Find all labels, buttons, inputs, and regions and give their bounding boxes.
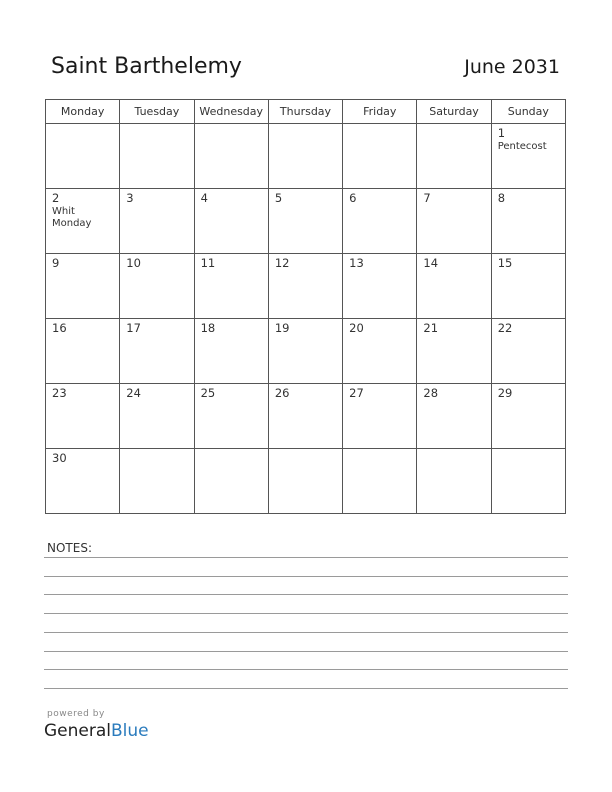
- day-number: 24: [126, 386, 141, 400]
- day-cell[interactable]: [491, 189, 565, 254]
- day-cell[interactable]: [343, 449, 417, 514]
- day-cell[interactable]: [46, 189, 120, 254]
- day-number: 16: [52, 321, 67, 335]
- page-title: Saint Barthelemy: [51, 54, 242, 79]
- week-row: [46, 449, 566, 514]
- day-number: 20: [349, 321, 364, 335]
- day-cell[interactable]: [417, 189, 491, 254]
- day-cell[interactable]: [194, 189, 268, 254]
- day-cell[interactable]: [491, 384, 565, 449]
- day-number: [195, 449, 268, 452]
- note-line: [44, 669, 568, 670]
- day-number: 30: [52, 451, 67, 465]
- weekday-tuesday: Tuesday: [120, 100, 194, 124]
- day-cell[interactable]: [46, 384, 120, 449]
- day-number: [417, 124, 490, 127]
- day-cell[interactable]: [120, 319, 194, 384]
- weekday-sunday: Sunday: [491, 100, 565, 124]
- day-number: 19: [274, 321, 290, 335]
- day-cell[interactable]: [194, 449, 268, 514]
- day-number: 23: [52, 386, 67, 400]
- day-cell[interactable]: [120, 449, 194, 514]
- day-cell[interactable]: [120, 124, 194, 189]
- brand-logo[interactable]: [44, 721, 149, 741]
- day-cell[interactable]: [491, 319, 565, 384]
- day-number: 18: [200, 321, 216, 335]
- day-number: [343, 449, 416, 452]
- day-cell[interactable]: [268, 189, 342, 254]
- day-cell[interactable]: [343, 124, 417, 189]
- week-row: [46, 189, 566, 254]
- day-number: 4: [200, 191, 208, 205]
- weekday-thursday: Thursday: [268, 100, 342, 124]
- day-number: 14: [423, 256, 439, 270]
- notes-label: NOTES:: [47, 541, 92, 555]
- day-cell[interactable]: [343, 189, 417, 254]
- week-row: [46, 384, 566, 449]
- weekday-monday: Monday: [46, 100, 120, 124]
- day-number: [120, 124, 193, 127]
- day-cell[interactable]: [194, 384, 268, 449]
- note-line: [44, 594, 568, 595]
- day-number: 26: [274, 386, 290, 400]
- weekday-friday: Friday: [343, 100, 417, 124]
- day-number: 10: [126, 256, 141, 270]
- day-cell[interactable]: [194, 124, 268, 189]
- note-line: [44, 557, 568, 558]
- day-number: [492, 449, 565, 452]
- day-cell[interactable]: [343, 319, 417, 384]
- day-cell[interactable]: [417, 384, 491, 449]
- day-cell[interactable]: [120, 189, 194, 254]
- day-number: 6: [349, 191, 357, 205]
- day-number: 17: [126, 321, 141, 335]
- day-cell[interactable]: [491, 254, 565, 319]
- day-cell[interactable]: [268, 254, 342, 319]
- day-cell[interactable]: [268, 319, 342, 384]
- month-label: June 2031: [464, 56, 560, 78]
- day-cell[interactable]: [268, 124, 342, 189]
- note-line: [44, 613, 568, 614]
- week-row: [46, 254, 566, 319]
- calendar-grid: [45, 99, 566, 514]
- day-number: 9: [52, 256, 60, 270]
- brand-part-general: General: [44, 721, 111, 741]
- weekday-wednesday: Wednesday: [194, 100, 268, 124]
- day-number: 7: [423, 191, 431, 205]
- day-number: [46, 124, 119, 127]
- day-cell[interactable]: [268, 384, 342, 449]
- day-number: [195, 124, 268, 127]
- day-number: 29: [497, 386, 513, 400]
- day-number: 2: [52, 191, 60, 205]
- day-number: [417, 449, 490, 452]
- day-number: 3: [126, 191, 134, 205]
- day-cell[interactable]: [120, 254, 194, 319]
- day-number: 11: [200, 256, 216, 270]
- day-number: [120, 449, 193, 452]
- day-cell[interactable]: [120, 384, 194, 449]
- day-cell[interactable]: [491, 449, 565, 514]
- day-number: 1: [497, 126, 506, 140]
- note-line: [44, 576, 568, 577]
- day-cell[interactable]: [417, 254, 491, 319]
- day-number: 12: [274, 256, 290, 270]
- note-line: [44, 688, 568, 689]
- calendar-body: [46, 124, 566, 514]
- day-cell[interactable]: [46, 449, 120, 514]
- day-number: 21: [423, 321, 439, 335]
- note-line: [44, 651, 568, 652]
- day-number: 28: [423, 386, 439, 400]
- holiday-label: Pentecost: [497, 141, 547, 152]
- day-number: 22: [497, 321, 513, 335]
- day-cell[interactable]: [194, 319, 268, 384]
- day-cell[interactable]: [417, 449, 491, 514]
- week-row: [46, 124, 566, 189]
- note-line: [44, 632, 568, 633]
- weekday-header-row: [46, 100, 566, 124]
- day-number: 15: [497, 256, 513, 270]
- day-number: 27: [349, 386, 364, 400]
- day-cell[interactable]: [343, 384, 417, 449]
- day-number: [269, 124, 342, 127]
- day-cell[interactable]: [491, 124, 565, 189]
- day-number: 8: [497, 191, 506, 205]
- day-cell[interactable]: [417, 319, 491, 384]
- week-row: [46, 319, 566, 384]
- day-cell[interactable]: [46, 124, 120, 189]
- day-cell[interactable]: [343, 254, 417, 319]
- day-number: [343, 124, 416, 127]
- holiday-label: Whit Monday: [52, 206, 92, 229]
- weekday-saturday: Saturday: [417, 100, 491, 124]
- brand-part-blue: Blue: [111, 721, 149, 741]
- day-cell[interactable]: [268, 449, 342, 514]
- day-number: [269, 449, 342, 452]
- day-number: 25: [200, 386, 216, 400]
- day-cell[interactable]: [194, 254, 268, 319]
- day-cell[interactable]: [46, 319, 120, 384]
- day-cell[interactable]: [46, 254, 120, 319]
- day-number: 13: [349, 256, 364, 270]
- day-cell[interactable]: [417, 124, 491, 189]
- day-number: 5: [274, 191, 283, 205]
- powered-by-text: powered by: [47, 709, 105, 719]
